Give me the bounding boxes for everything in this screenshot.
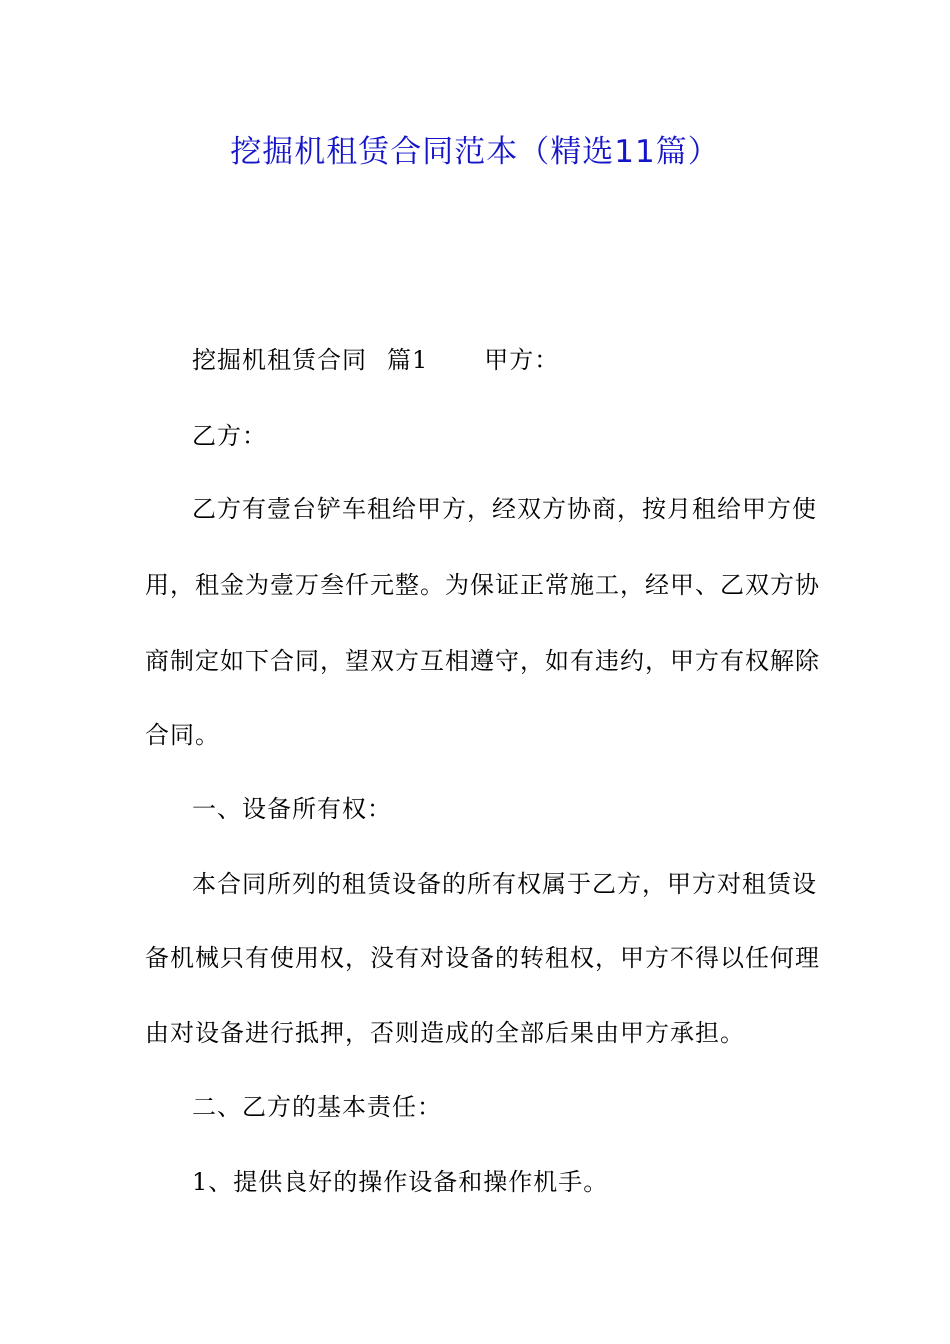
clause-item: 1、提供良好的操作设备和操作机手。: [192, 1168, 609, 1196]
contract-heading: [192, 340, 857, 380]
paragraph-line: 合同。: [145, 721, 220, 749]
party-b-label: 乙方：: [192, 422, 267, 450]
section-name: 挖掘机租赁合同: [192, 346, 367, 374]
paragraph-line: 商制定如下合同，望双方互相遵守，如有违约，甲方有权解除: [145, 647, 820, 675]
paragraph-line: 用，租金为壹万叁仟元整。为保证正常施工，经甲、乙双方协: [145, 571, 820, 599]
paragraph-line: 乙方有壹台铲车租给甲方，经双方协商，按月租给甲方使: [192, 495, 817, 523]
party-a-label: 甲方：: [484, 346, 560, 374]
document-title: 挖掘机租赁合同范本（精选11篇）: [230, 134, 720, 170]
paragraph-line: 由对设备进行抵押，否则造成的全部后果由甲方承担。: [145, 1019, 745, 1047]
paragraph-line: 备机械只有使用权，没有对设备的转租权，甲方不得以任何理: [145, 944, 820, 972]
section-number: 篇1: [387, 346, 429, 374]
clause-heading: 一、设备所有权：: [192, 795, 392, 823]
clause-heading: 二、乙方的基本责任：: [192, 1093, 442, 1121]
paragraph-line: 本合同所列的租赁设备的所有权属于乙方，甲方对租赁设: [192, 870, 817, 898]
